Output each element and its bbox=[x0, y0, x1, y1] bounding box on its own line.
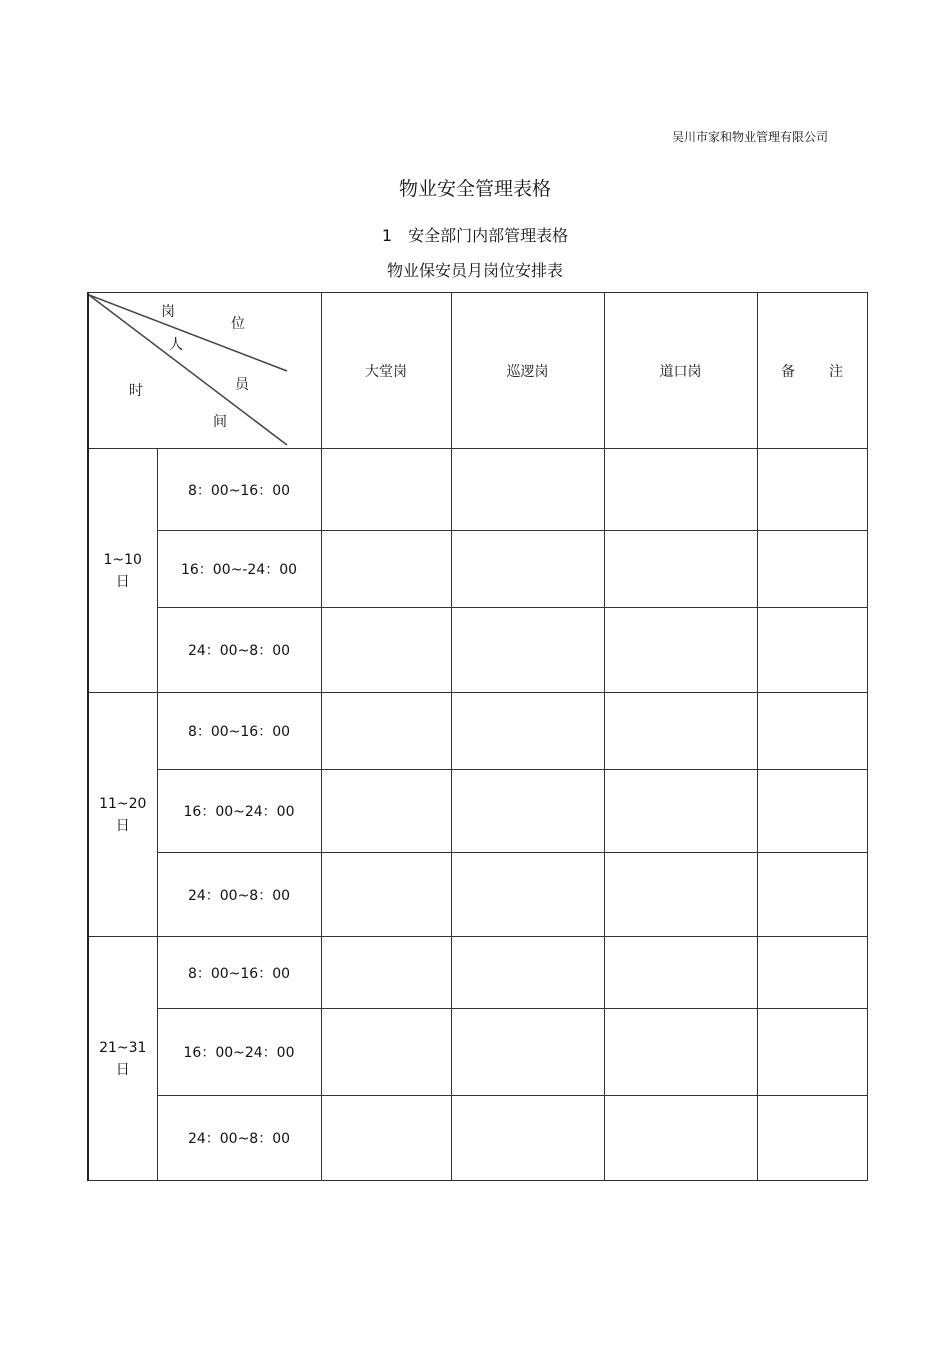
cell-remarks[interactable] bbox=[757, 853, 867, 937]
cell-lobby[interactable] bbox=[321, 770, 451, 853]
cell-gate[interactable] bbox=[604, 770, 757, 853]
cell-patrol[interactable] bbox=[451, 937, 604, 1009]
cell-patrol[interactable] bbox=[451, 853, 604, 937]
cell-remarks[interactable] bbox=[757, 937, 867, 1009]
cell-gate[interactable] bbox=[604, 531, 757, 608]
cell-lobby[interactable] bbox=[321, 1009, 451, 1096]
corner-label-position: 位 bbox=[231, 316, 245, 332]
cell-gate[interactable] bbox=[604, 1096, 757, 1181]
date-unit: 日 bbox=[115, 1061, 130, 1078]
cell-lobby[interactable] bbox=[321, 937, 451, 1009]
cell-remarks[interactable] bbox=[757, 449, 867, 531]
table-row bbox=[88, 770, 867, 853]
table-row bbox=[88, 853, 867, 937]
table-row bbox=[88, 449, 867, 531]
cell-remarks[interactable] bbox=[757, 1009, 867, 1096]
header-row bbox=[88, 293, 867, 449]
cell-patrol[interactable] bbox=[451, 770, 604, 853]
date-range: 11~20 bbox=[99, 795, 147, 812]
corner-label-person: 人 bbox=[169, 337, 183, 353]
shift-time: 24：00~8：00 bbox=[157, 1096, 321, 1181]
cell-lobby[interactable] bbox=[321, 693, 451, 770]
section-number: 1 bbox=[381, 226, 393, 245]
cell-patrol[interactable] bbox=[451, 1096, 604, 1181]
shift-time: 8：00~16：00 bbox=[157, 937, 321, 1009]
company-name: 吴川市家和物业管理有限公司 bbox=[671, 130, 828, 144]
table-row bbox=[88, 531, 867, 608]
shift-time: 8：00~16：00 bbox=[157, 449, 321, 531]
column-header-lobby: 大堂岗 bbox=[321, 293, 451, 449]
column-header-gate: 道口岗 bbox=[604, 293, 757, 449]
cell-gate[interactable] bbox=[604, 1009, 757, 1096]
remarks-char-2: 注 bbox=[829, 363, 843, 380]
column-header-patrol: 巡逻岗 bbox=[451, 293, 604, 449]
cell-gate[interactable] bbox=[604, 449, 757, 531]
cell-remarks[interactable] bbox=[757, 608, 867, 693]
table-row bbox=[88, 1096, 867, 1181]
corner-header-cell bbox=[88, 293, 321, 449]
date-range-cell bbox=[88, 693, 157, 937]
schedule-table bbox=[87, 292, 868, 1181]
date-range: 21~31 bbox=[99, 1039, 147, 1056]
corner-label-staff: 员 bbox=[235, 377, 249, 393]
shift-time: 16：00~-24：00 bbox=[157, 531, 321, 608]
shift-time: 24：00~8：00 bbox=[157, 608, 321, 693]
shift-time: 16：00~24：00 bbox=[157, 770, 321, 853]
table-row bbox=[88, 608, 867, 693]
date-unit: 日 bbox=[115, 573, 130, 590]
table-row bbox=[88, 1009, 867, 1096]
cell-gate[interactable] bbox=[604, 693, 757, 770]
cell-gate[interactable] bbox=[604, 608, 757, 693]
table-row bbox=[88, 937, 867, 1009]
cell-lobby[interactable] bbox=[321, 1096, 451, 1181]
remarks-char-1: 备 bbox=[781, 363, 795, 380]
shift-time: 24：00~8：00 bbox=[157, 853, 321, 937]
cell-patrol[interactable] bbox=[451, 1009, 604, 1096]
date-unit: 日 bbox=[115, 817, 130, 834]
document-title: 物业安全管理表格 bbox=[398, 178, 551, 200]
shift-time: 16：00~24：00 bbox=[157, 1009, 321, 1096]
column-header-remarks bbox=[757, 293, 867, 449]
corner-label-time: 时 bbox=[129, 383, 143, 399]
cell-remarks[interactable] bbox=[757, 531, 867, 608]
cell-lobby[interactable] bbox=[321, 449, 451, 531]
section-heading bbox=[0, 223, 950, 246]
cell-patrol[interactable] bbox=[451, 531, 604, 608]
cell-patrol[interactable] bbox=[451, 693, 604, 770]
table-title: 物业保安员月岗位安排表 bbox=[386, 261, 563, 280]
cell-lobby[interactable] bbox=[321, 531, 451, 608]
date-range-cell bbox=[88, 449, 157, 693]
corner-label-post: 岗 bbox=[161, 304, 175, 320]
date-range-cell bbox=[88, 937, 157, 1181]
corner-label-period: 间 bbox=[213, 414, 227, 430]
cell-gate[interactable] bbox=[604, 937, 757, 1009]
cell-lobby[interactable] bbox=[321, 853, 451, 937]
diagonal-lines bbox=[89, 293, 322, 448]
shift-time: 8：00~16：00 bbox=[157, 693, 321, 770]
cell-patrol[interactable] bbox=[451, 449, 604, 531]
cell-patrol[interactable] bbox=[451, 608, 604, 693]
cell-remarks[interactable] bbox=[757, 770, 867, 853]
cell-remarks[interactable] bbox=[757, 1096, 867, 1181]
section-title: 安全部门内部管理表格 bbox=[408, 226, 569, 245]
cell-lobby[interactable] bbox=[321, 608, 451, 693]
date-range: 1~10 bbox=[103, 551, 142, 568]
cell-gate[interactable] bbox=[604, 853, 757, 937]
table-row bbox=[88, 693, 867, 770]
cell-remarks[interactable] bbox=[757, 693, 867, 770]
